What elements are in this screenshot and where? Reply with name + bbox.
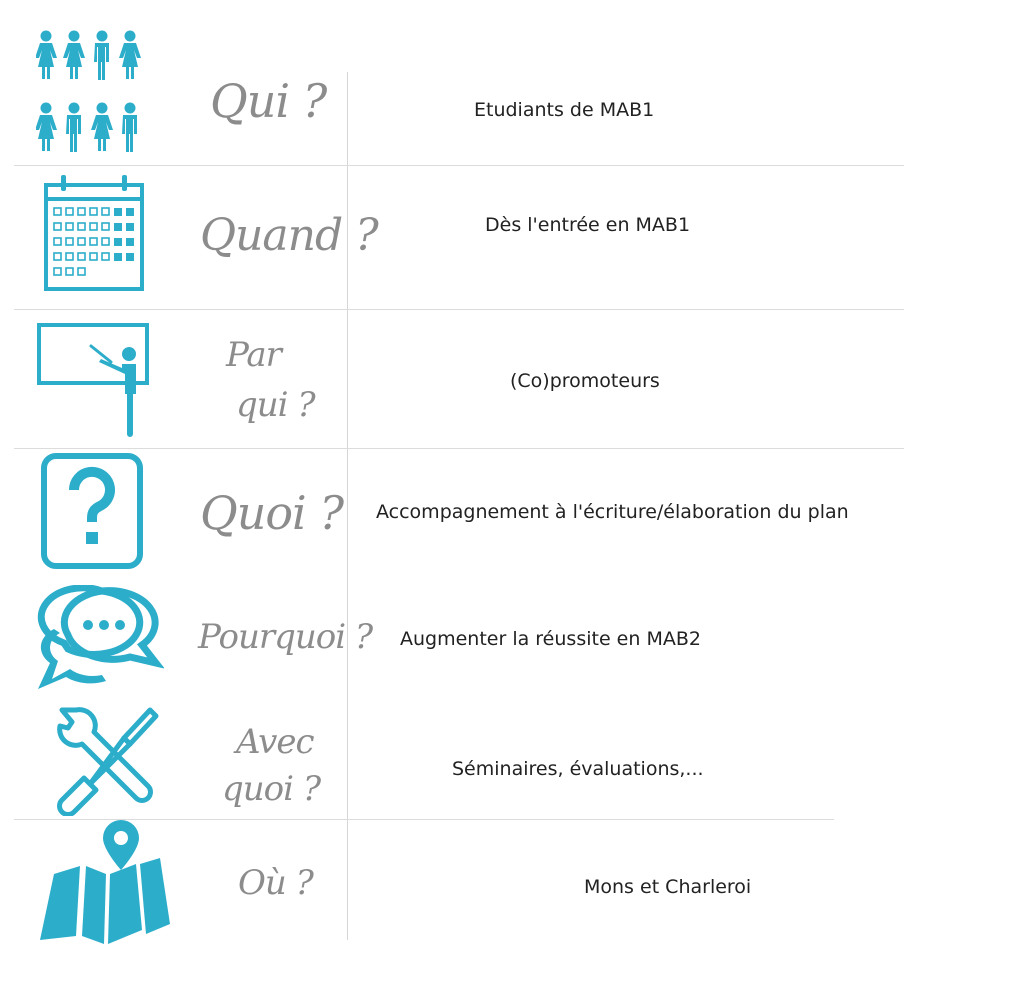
question-mark-icon <box>40 452 144 570</box>
calendar-icon <box>44 175 144 291</box>
speech-bubbles-icon <box>36 585 164 691</box>
question-avec-line2: quoi ? <box>222 769 321 809</box>
question-avec-line1: Avec <box>236 722 314 762</box>
answer-qui: Etudiants de MAB1 <box>474 99 655 121</box>
question-par-line1: Par <box>226 335 281 375</box>
people-icon <box>36 28 146 160</box>
tools-icon <box>50 706 160 816</box>
question-ou: Où ? <box>238 863 313 903</box>
map-pin-icon <box>38 820 170 944</box>
answer-quoi: Accompagnement à l'écriture/élaboration du plan <box>376 501 849 523</box>
row-divider <box>14 165 904 166</box>
row-divider <box>14 448 904 449</box>
question-pourquoi: Pourquoi ? <box>198 617 373 657</box>
question-qui: Qui ? <box>210 74 327 128</box>
answer-avec-quoi: Séminaires, évaluations,... <box>452 758 704 780</box>
question-par-line2: qui ? <box>236 385 315 425</box>
teacher-board-icon <box>36 322 152 440</box>
column-divider <box>347 72 348 940</box>
answer-par-qui: (Co)promoteurs <box>510 370 660 392</box>
answer-quand: Dès l'entrée en MAB1 <box>485 214 691 236</box>
question-quoi: Quoi ? <box>200 486 344 540</box>
answer-ou: Mons et Charleroi <box>584 876 752 898</box>
row-divider <box>14 309 904 310</box>
answer-pourquoi: Augmenter la réussite en MAB2 <box>400 628 701 650</box>
question-quand: Quand ? <box>200 210 378 261</box>
